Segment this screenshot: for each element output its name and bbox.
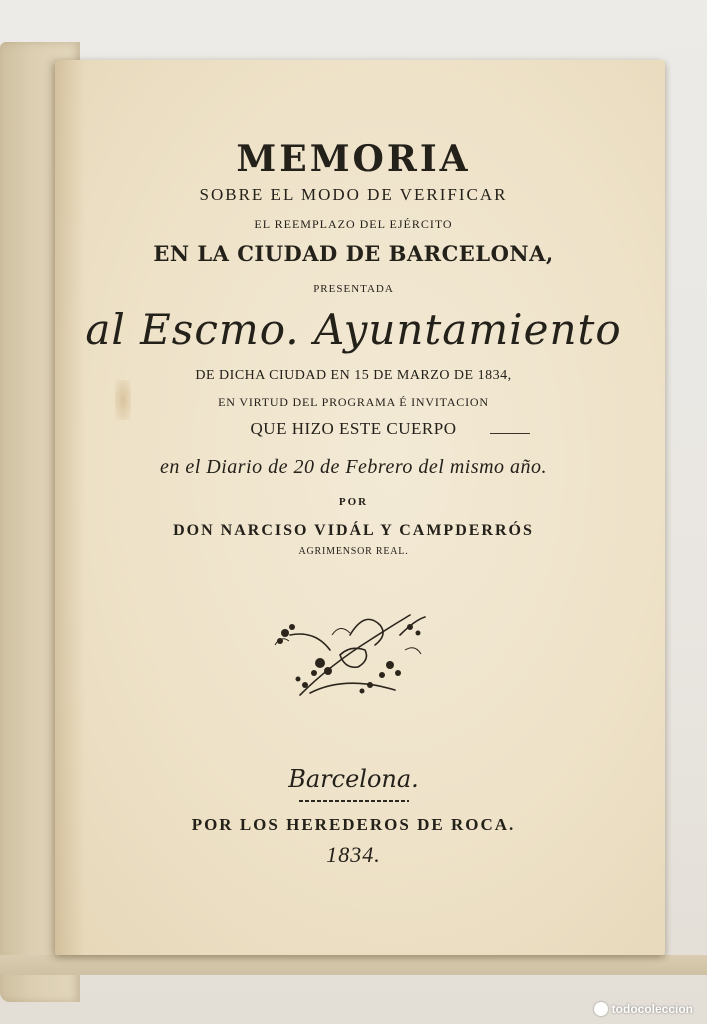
line-ayuntamiento: al Escmo. Ayuntamiento	[85, 305, 622, 354]
line-diario: en el Diario de 20 de Febrero del mismo año.	[159, 456, 548, 478]
line-por: POR	[338, 496, 369, 508]
line-presentada: PRESENTADA	[313, 283, 394, 295]
document-subtitle: SOBRE EL MODO DE VERIFICAR	[199, 185, 508, 204]
line-reemplazo: EL REEMPLAZO DEL EJÉRCITO	[254, 217, 453, 231]
author-title: AGRIMENSOR REAL.	[298, 546, 409, 557]
publication-year: 1834.	[326, 842, 381, 867]
short-rule	[0, 433, 707, 434]
line-hizo: QUE HIZO ESTE CUERPO	[250, 419, 457, 438]
watermark-text: todocoleccion	[611, 1002, 693, 1016]
printer-name: POR LOS HEREDEROS DE ROCA.	[191, 815, 516, 834]
author-name: DON NARCISO VIDÁL Y CAMPDERRÓS	[173, 522, 534, 539]
line-dicha-ciudad: DE DICHA CIUDAD EN 15 DE MARZO DE 1834,	[195, 368, 512, 383]
line-ciudad: EN LA CIUDAD DE BARCELONA,	[153, 241, 554, 266]
decorative-rule	[0, 800, 707, 802]
ornamental-vignette	[270, 605, 430, 700]
place-of-printing: Barcelona.	[288, 765, 419, 793]
book-block-edge	[0, 955, 707, 975]
line-virtud: EN VIRTUD DEL PROGRAMA É INVITACION	[218, 395, 489, 409]
watermark-logo-icon	[594, 1002, 608, 1016]
document-title: MEMORIA	[236, 138, 471, 180]
site-watermark	[594, 1002, 693, 1016]
